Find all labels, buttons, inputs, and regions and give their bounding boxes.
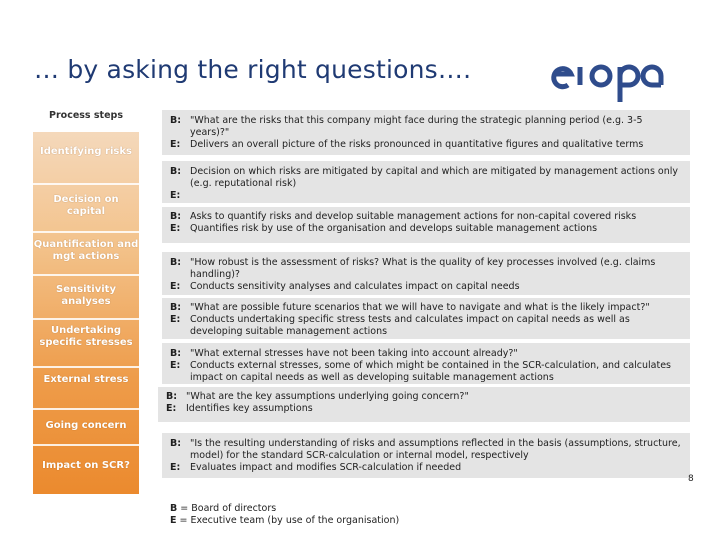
step-divider <box>33 444 139 446</box>
step-external-stress: External stress <box>43 374 129 385</box>
step-divider <box>33 408 139 410</box>
step-sensitivity-analyses: Sensitivity analyses <box>56 284 116 307</box>
step-divider <box>33 231 139 233</box>
legend-key: E <box>170 515 177 526</box>
executive-tag: E: <box>170 314 181 325</box>
executive-text: Conducts external stresses, some of which might be contained in the SCR-calculation, and calculates impact on capital needs as well as developing suitable management actions <box>190 360 672 383</box>
step-row-going-concern <box>158 387 690 422</box>
board-tag: B: <box>170 438 182 449</box>
executive-tag: E: <box>170 139 181 150</box>
board-text: "What external stresses have not been taking into account already?" <box>190 348 518 359</box>
step-going-concern: Going concern <box>45 420 127 431</box>
board-tag: B: <box>170 115 182 126</box>
board-text: "What are possible future scenarios that we will have to navigate and what is the likely impact?" <box>190 302 650 313</box>
board-text: "What are the key assumptions underlying going concern?" <box>186 391 469 402</box>
board-text: "How robust is the assessment of risks? What is the quality of key processes involved (e.g. claims handling)? <box>190 257 656 280</box>
executive-text: Conducts sensitivity analyses and calculates impact on capital needs <box>190 281 520 292</box>
legend <box>170 503 399 527</box>
slide-title: … by asking the right questions…. <box>34 55 472 84</box>
process-steps-sidebar <box>33 108 139 494</box>
board-tag: B: <box>170 348 182 359</box>
board-tag: B: <box>170 257 182 268</box>
board-tag: B: <box>170 166 182 177</box>
board-tag: B: <box>166 391 178 402</box>
board-text: "What are the risks that this company might face during the strategic planning period (e.g. 3-5 years)?" <box>190 115 643 138</box>
executive-tag: E: <box>166 403 177 414</box>
step-row-impact-on-scr <box>162 433 690 478</box>
step-row-quantification <box>162 207 690 243</box>
executive-tag: E: <box>170 190 181 201</box>
board-tag: B: <box>170 302 182 313</box>
executive-tag: E: <box>170 360 181 371</box>
executive-text: Evaluates impact and modifies SCR-calculation if needed <box>190 462 462 473</box>
process-steps-header: Process steps <box>33 108 139 132</box>
step-divider <box>33 183 139 185</box>
board-text: Asks to quantify risks and develop suitable management actions for non-capital covered risks <box>190 211 637 222</box>
step-divider <box>33 366 139 368</box>
executive-tag: E: <box>170 281 181 292</box>
legend-item-executive <box>170 515 399 527</box>
executive-text: Quantifies risk by use of the organisation and develops suitable management actions <box>190 223 598 234</box>
executive-text: Delivers an overall picture of the risks pronounced in quantitative figures and qualitative terms <box>190 139 644 150</box>
page-number: 8 <box>688 474 694 484</box>
step-row-external-stress <box>162 343 690 384</box>
step-divider <box>33 274 139 276</box>
step-row-decision-on-capital <box>162 161 690 203</box>
board-text: Decision on which risks are mitigated by capital and which are mitigated by management actions only (e.g. reputational risk) <box>190 166 679 189</box>
step-identifying-risks: Identifying risks <box>40 146 132 157</box>
step-row-undertaking-specific-stresses <box>162 298 690 339</box>
legend-key: B <box>170 503 178 514</box>
step-row-sensitivity-analyses <box>162 252 690 295</box>
executive-text: Conducts undertaking specific stress tests and calculates impact on capital needs as well as developing suitable management actions <box>190 314 630 337</box>
step-row-identifying-risks <box>162 110 690 155</box>
legend-item-board <box>170 503 399 515</box>
step-quantification: Quantification and mgt actions <box>33 239 139 262</box>
legend-text: = Board of directors <box>177 503 277 514</box>
step-divider <box>33 318 139 320</box>
board-tag: B: <box>170 211 182 222</box>
legend-text: = Executive team (by use of the organisation) <box>176 515 400 526</box>
executive-tag: E: <box>170 462 181 473</box>
step-undertaking-specific-stresses: Undertaking specific stresses <box>39 325 133 348</box>
executive-text <box>190 190 684 202</box>
board-text: "Is the resulting understanding of risks and assumptions reflected in the basis (assumptions, structure, model) for the standard SCR-calculation or internal model, respectively <box>190 438 681 461</box>
executive-tag: E: <box>170 223 181 234</box>
executive-text: Identifies key assumptions <box>186 403 313 414</box>
step-decision-on-capital: Decision on capital <box>53 194 119 217</box>
step-impact-on-scr: Impact on SCR? <box>42 460 130 471</box>
eiopa-logo <box>548 58 686 104</box>
